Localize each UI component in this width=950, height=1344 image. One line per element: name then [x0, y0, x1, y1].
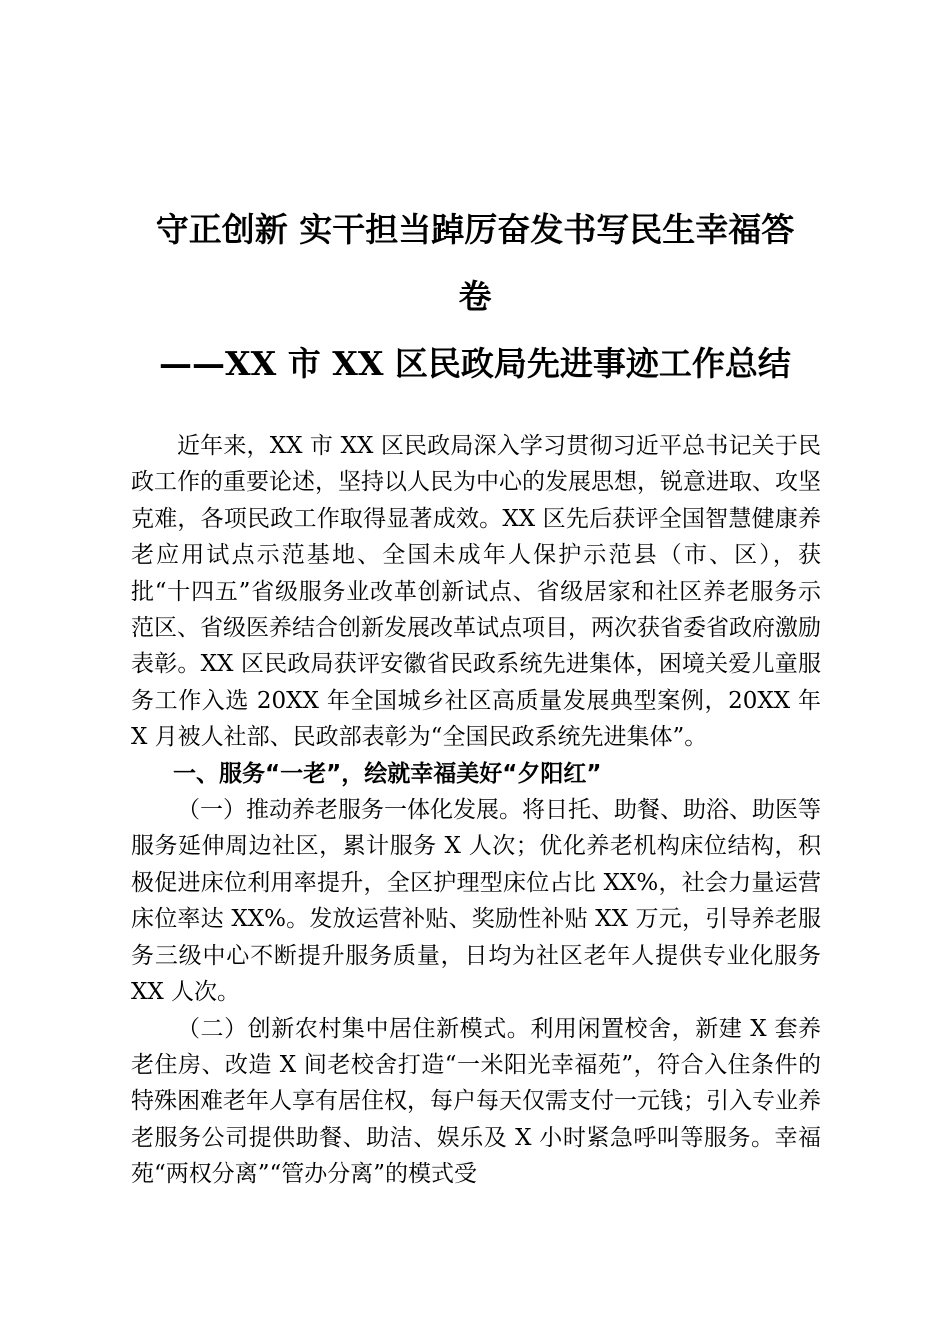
document-body: [131, 428, 821, 1193]
document-title: [110, 196, 840, 397]
intro-paragraph: 近年来，XX 市 XX 区民政局深入学习贯彻习近平总书记关于民政工作的重要论述，坚持以人民为中心的发展思想，锐意进取、攻坚克难，各项民政工作取得显著成效。XX 区先后获评全国智慧健康养老应用试点示范基地、全国未成年人保护示范县（市、区），获批“十四五”省级服务业改革创新试点、省级居家和社区养老服务示范区、省级医养结合创新发展改革试点项目，两次获省委省政府激励表彰。XX 区民政局获评安徽省民政系统先进集体，困境关爱儿童服务工作入选 20XX 年全国城乡社区高质量发展典型案例，20XX 年 X 月被人社部、民政部表彰为“全国民政系统先进集体”。: [131, 433, 821, 751]
section-heading-1: 一、服务“一老”，绘就幸福美好“夕阳红”: [173, 760, 602, 787]
section1-paragraph-2: （二）创新农村集中居住新模式。利用闲置校舍，新建 X 套养老住房、改造 X 间老校舍打造“一米阳光幸福苑”，符合入住条件的特殊困难老年人享有居住权，每户每天仅需支付一元钱；引入专业养老服务公司提供助餐、助洁、娱乐及 X 小时紧急呼叫等服务。幸福苑“两权分离”“管办分离”的模式受: [131, 1015, 821, 1188]
section1-paragraph-1: （一）推动养老服务一体化发展。将日托、助餐、助浴、助医等服务延伸周边社区，累计服务 X 人次；优化养老机构床位结构，积极促进床位利用率提升，全区护理型床位占比 XX%，社会力量运营床位率达 XX%。发放运营补贴、奖励性补贴 XX 万元，引导养老服务三级中心不断提升服务质量，日均为社区老年人提供专业化服务 XX 人次。: [131, 797, 821, 1006]
title-line-2: 卷: [458, 277, 492, 316]
title-line-1: 守正创新 实干担当踔厉奋发书写民生幸福答: [155, 210, 795, 249]
document-subtitle: ——XX 市 XX 区民政局先进事迹工作总结: [159, 344, 791, 383]
